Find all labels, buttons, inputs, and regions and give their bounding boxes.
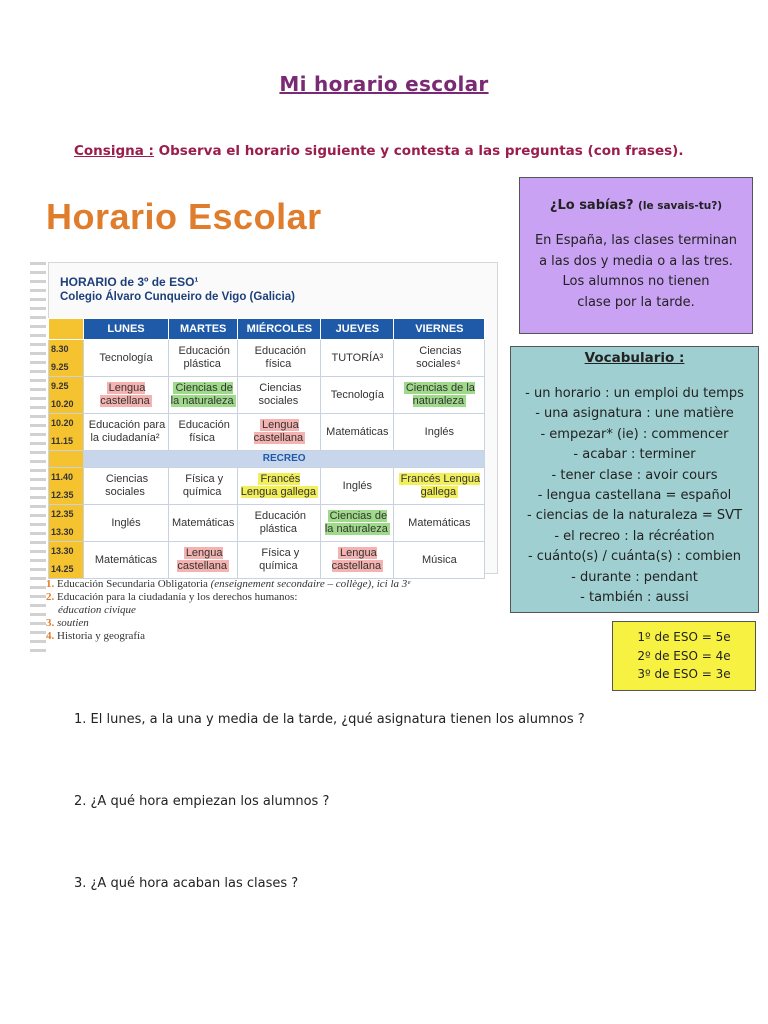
did-you-know-line: En España, las clases terminan bbox=[534, 233, 738, 248]
subject-label: Inglés bbox=[111, 516, 141, 529]
day-header: MARTES bbox=[169, 319, 238, 340]
vocabulary-list bbox=[511, 384, 758, 608]
time-cell bbox=[49, 414, 84, 451]
subject-label: Ciencias de la naturaleza bbox=[405, 382, 475, 407]
vocabulary-item: - cuánto(s) / cuánta(s) : combien bbox=[527, 549, 742, 565]
footnote-translation: soutien bbox=[57, 617, 89, 629]
subject-label: Francés Lengua gallega bbox=[240, 473, 316, 498]
consigna-text: Observa el horario siguiente y contesta a las preguntas (con frases). bbox=[158, 143, 684, 159]
subject-label: Matemáticas bbox=[326, 425, 389, 438]
schedule-cell bbox=[321, 414, 394, 451]
schedule-cell bbox=[238, 414, 321, 451]
schedule-cell bbox=[321, 340, 394, 377]
footnote bbox=[46, 617, 410, 630]
subject-label: Inglés bbox=[342, 479, 373, 492]
subject-label: Matemáticas bbox=[408, 516, 471, 529]
time-header bbox=[49, 319, 84, 340]
subject-label: Inglés bbox=[424, 425, 455, 438]
time-end: 14.25 bbox=[51, 564, 74, 574]
subject-label: Ciencias de la naturaleza bbox=[324, 510, 388, 535]
eso-line: 1º de ESO = 5e bbox=[637, 630, 731, 644]
subject-label: Lengua castellana bbox=[331, 547, 382, 572]
subject-label: Lengua castellana bbox=[100, 382, 150, 407]
vocabulary-item: - durante : pendant bbox=[571, 569, 698, 585]
subject-label: Física y química bbox=[182, 473, 224, 498]
consigna bbox=[74, 143, 683, 159]
schedule-cell bbox=[394, 414, 485, 451]
schedule-cell bbox=[238, 505, 321, 542]
subject-label: Tecnología bbox=[99, 351, 153, 364]
schedule-cell bbox=[169, 505, 238, 542]
time-cell bbox=[49, 542, 84, 579]
did-you-know-line: Los alumnos no tienen bbox=[562, 274, 710, 289]
did-you-know-text bbox=[520, 231, 752, 313]
time-cell bbox=[49, 505, 84, 542]
schedule-cell bbox=[238, 468, 321, 505]
schedule-cell bbox=[84, 468, 169, 505]
schedule-row bbox=[49, 468, 485, 505]
recreo-row bbox=[49, 451, 485, 468]
did-you-know-line: a las dos y media o a las tres. bbox=[539, 253, 733, 269]
time-start: 8.30 bbox=[51, 344, 69, 354]
schedule-cell bbox=[394, 542, 485, 579]
question-1: 1. El lunes, a la una y media de la tarde, ¿qué asignatura tienen los alumnos ? bbox=[74, 712, 585, 727]
day-header: VIERNES bbox=[394, 319, 485, 340]
schedule-cell bbox=[84, 542, 169, 579]
did-you-know-heading: ¿Lo sabías? bbox=[549, 198, 634, 213]
schedule-row bbox=[49, 377, 485, 414]
time-cell bbox=[49, 451, 84, 468]
footnote-translation: (enseignement secondaire – collège), ici la 3ᵉ bbox=[210, 578, 411, 590]
schedule-cell bbox=[394, 377, 485, 414]
subject-label: Educación plástica bbox=[254, 510, 307, 535]
subject-label: TUTORÍA³ bbox=[331, 351, 384, 364]
footnote-number: 1. bbox=[46, 578, 55, 590]
vocabulary-item: - una asignatura : une matière bbox=[535, 406, 734, 422]
footnote bbox=[46, 630, 410, 643]
subject-label: Ciencias sociales⁴ bbox=[416, 345, 462, 370]
schedule-cell bbox=[394, 340, 485, 377]
schedule-heading: HORARIO de 3º de ESO¹ bbox=[60, 275, 199, 289]
schedule-cell bbox=[84, 414, 169, 451]
eso-line: 2º de ESO = 4e bbox=[637, 648, 731, 663]
schedule-cell bbox=[169, 542, 238, 579]
schedule-cell bbox=[238, 542, 321, 579]
subject-label: Educación plástica bbox=[178, 345, 230, 370]
page-title: Mi horario escolar bbox=[279, 72, 489, 96]
question-2: 2. ¿A qué hora empiezan los alumnos ? bbox=[74, 794, 330, 809]
did-you-know-box bbox=[519, 177, 753, 334]
schedule-cell bbox=[169, 340, 238, 377]
time-end: 13.30 bbox=[51, 527, 74, 537]
time-start: 13.30 bbox=[51, 546, 74, 556]
subject-label: Ciencias de la naturaleza bbox=[170, 382, 234, 407]
recreo-label: RECREO bbox=[84, 451, 485, 468]
footnote-text: Educación para la ciudadanía y los derechos humanos: bbox=[57, 591, 298, 603]
subject-label: Matemáticas bbox=[94, 553, 158, 566]
vocabulary-item: - también : aussi bbox=[580, 590, 689, 606]
schedule-row bbox=[49, 414, 485, 451]
subject-label: Ciencias sociales bbox=[258, 382, 302, 407]
time-cell bbox=[49, 377, 84, 414]
time-end: 9.25 bbox=[51, 362, 69, 372]
schedule-cell bbox=[169, 468, 238, 505]
vocabulary-item: - empezar* (ie) : commencer bbox=[540, 426, 729, 442]
eso-line: 3º de ESO = 3e bbox=[637, 667, 731, 681]
schedule-school: Colegio Álvaro Cunqueiro de Vigo (Galicia) bbox=[60, 291, 295, 303]
vocabulary-item: - lengua castellana = español bbox=[537, 488, 732, 504]
schedule-footnotes bbox=[46, 578, 410, 643]
subject-label: Francés Lengua gallega bbox=[400, 473, 481, 498]
day-header: MIÉRCOLES bbox=[238, 319, 321, 340]
schedule-cell bbox=[321, 542, 394, 579]
consigna-label: Consigna : bbox=[74, 143, 154, 159]
schedule-header-row bbox=[49, 319, 485, 340]
vocabulary-item: - el recreo : la récréation bbox=[554, 528, 715, 544]
schedule-cell bbox=[238, 377, 321, 414]
footnote bbox=[46, 578, 410, 591]
vocabulary-item: - un horario : un emploi du temps bbox=[525, 386, 744, 401]
schedule-cell bbox=[84, 377, 169, 414]
footnote-translation: éducation civique bbox=[58, 604, 136, 616]
subject-label: Física y química bbox=[259, 547, 300, 572]
footnote-number: 3. bbox=[46, 617, 55, 629]
subject-label: Música bbox=[421, 553, 457, 566]
time-start: 12.35 bbox=[51, 509, 74, 519]
schedule-cell bbox=[84, 340, 169, 377]
schedule-cell bbox=[169, 377, 238, 414]
schedule-cell bbox=[394, 468, 485, 505]
vocabulary-item: - ciencias de la naturaleza = SVT bbox=[526, 508, 743, 524]
schedule-cell bbox=[321, 505, 394, 542]
schedule-row bbox=[49, 542, 485, 579]
time-start: 10.20 bbox=[51, 418, 74, 428]
schedule-cell bbox=[238, 340, 321, 377]
subject-label: Ciencias sociales bbox=[105, 473, 149, 498]
vocabulary-box bbox=[510, 346, 759, 613]
schedule-row bbox=[49, 340, 485, 377]
subject-label: Educación física bbox=[254, 345, 307, 370]
time-cell bbox=[49, 468, 84, 505]
day-header: JUEVES bbox=[321, 319, 394, 340]
did-you-know-subtitle: (le savais-tu?) bbox=[638, 200, 723, 212]
horario-big-title: Horario Escolar bbox=[46, 196, 322, 237]
footnote-number: 2. bbox=[46, 591, 55, 603]
schedule-cell bbox=[321, 468, 394, 505]
footnote bbox=[46, 591, 410, 617]
subject-label: Lengua castellana bbox=[253, 419, 304, 444]
footnote-number: 4. bbox=[46, 630, 55, 642]
subject-label: Educación física bbox=[178, 419, 230, 444]
schedule-table bbox=[48, 318, 485, 579]
did-you-know-line: clase por la tarde. bbox=[577, 294, 695, 310]
schedule-cell bbox=[169, 414, 238, 451]
subject-label: Tecnología bbox=[330, 388, 384, 401]
vocabulary-item: - tener clase : avoir cours bbox=[551, 467, 718, 483]
notebook-spiral bbox=[30, 262, 46, 652]
schedule-cell bbox=[84, 505, 169, 542]
footnote-text: Educación Secundaria Obligatoria bbox=[57, 578, 208, 590]
time-end: 12.35 bbox=[51, 490, 74, 500]
schedule-row bbox=[49, 505, 485, 542]
subject-label: Lengua castellana bbox=[177, 547, 227, 572]
time-start: 9.25 bbox=[51, 381, 69, 391]
vocabulary-item: - acabar : terminer bbox=[573, 447, 696, 463]
subject-label: Matemáticas bbox=[172, 516, 235, 529]
schedule-cell bbox=[394, 505, 485, 542]
subject-label: Educación para la ciudadanía² bbox=[88, 419, 166, 444]
schedule-cell bbox=[321, 377, 394, 414]
footnote-text: Historia y geografía bbox=[57, 630, 145, 642]
time-end: 10.20 bbox=[51, 399, 74, 409]
question-3: 3. ¿A qué hora acaban las clases ? bbox=[74, 876, 299, 891]
time-start: 11.40 bbox=[51, 472, 74, 482]
time-end: 11.15 bbox=[51, 436, 74, 446]
did-you-know-title bbox=[520, 198, 752, 213]
day-header: LUNES bbox=[84, 319, 169, 340]
eso-equivalence-box bbox=[612, 621, 756, 691]
vocabulary-title: Vocabulario : bbox=[584, 350, 685, 366]
time-cell bbox=[49, 340, 84, 377]
